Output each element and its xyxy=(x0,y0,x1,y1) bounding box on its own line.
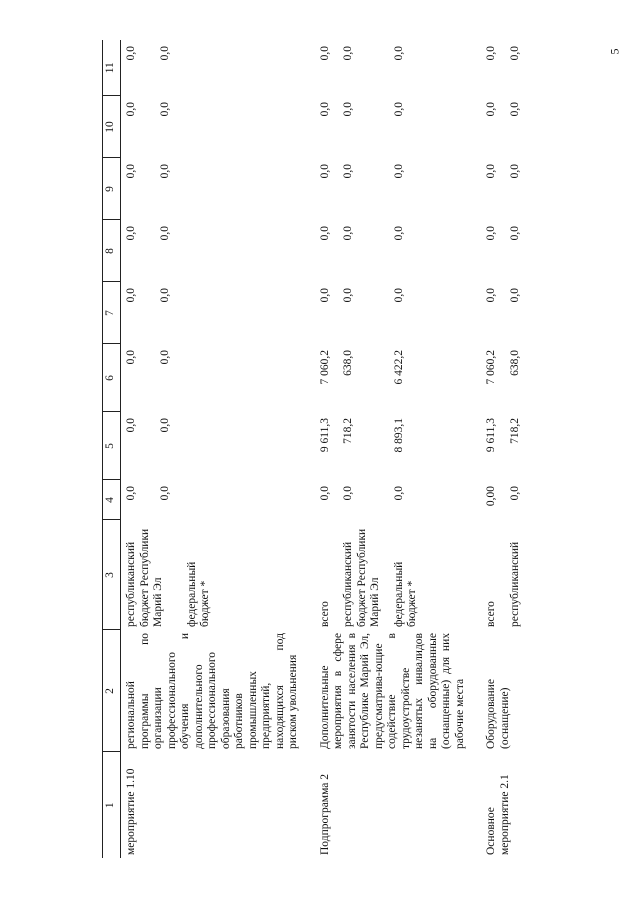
value: 0,0 xyxy=(318,226,331,241)
value: 0,0 xyxy=(342,226,354,241)
budget-table-sheet xyxy=(102,40,622,858)
value-cell xyxy=(121,96,315,158)
table-row xyxy=(121,40,315,858)
funding-source-cell xyxy=(121,520,315,630)
value: 0,0 xyxy=(485,102,497,117)
item-code: Основное мероприятие 2.1 xyxy=(485,774,511,855)
value: 0,0 xyxy=(508,288,521,303)
value: 0,0 xyxy=(392,226,405,241)
column-number: 10 xyxy=(103,96,121,158)
value-cell xyxy=(315,96,482,158)
value: 0,0 xyxy=(125,226,137,241)
value-cell xyxy=(121,480,315,520)
page-number: 5 xyxy=(607,48,622,55)
value: 0,0 xyxy=(342,288,354,303)
value: 638,0 xyxy=(342,350,354,376)
value-cell xyxy=(481,412,523,480)
value: 0,0 xyxy=(508,46,521,61)
value: 0,0 xyxy=(485,46,497,61)
funding-source-cell xyxy=(481,520,523,630)
value: 718,2 xyxy=(342,418,354,444)
value-cell xyxy=(121,344,315,412)
value: 0,0 xyxy=(318,102,331,117)
value: 0,0 xyxy=(158,46,171,61)
item-name: региональной программы по организации профессионального обучения и дополнительного профессионального образования работников промышленных предприятий, находящихся под риском увольнения xyxy=(125,633,299,749)
value: 0,0 xyxy=(158,486,171,501)
value: 0,0 xyxy=(508,486,521,501)
value-cell xyxy=(481,480,523,520)
column-number: 4 xyxy=(103,480,121,520)
value: 0,0 xyxy=(508,226,521,241)
value: 0,0 xyxy=(485,226,497,241)
funding-source: всего xyxy=(485,601,497,627)
value: 0,0 xyxy=(342,102,354,117)
value-cell xyxy=(121,282,315,344)
table-row xyxy=(315,40,482,858)
value: 0,0 xyxy=(508,164,521,179)
column-number: 3 xyxy=(103,520,121,630)
value-cell xyxy=(481,40,523,96)
value-cell xyxy=(315,158,482,220)
value: 0,0 xyxy=(158,350,171,365)
funding-source: республиканский бюджет Республики Марий Эл xyxy=(125,528,164,627)
value: 0,0 xyxy=(125,288,137,303)
value: 0,0 xyxy=(125,350,137,365)
column-number: 5 xyxy=(103,412,121,480)
value: 638,0 xyxy=(508,350,521,376)
value: 0,0 xyxy=(318,288,331,303)
value-cell xyxy=(481,344,523,412)
value: 0,0 xyxy=(125,164,137,179)
value: 0,0 xyxy=(158,288,171,303)
value: 8 893,1 xyxy=(392,418,405,453)
value-cell xyxy=(481,158,523,220)
item-name: Оборудование (оснащение) xyxy=(485,679,511,749)
value: 718,2 xyxy=(508,418,521,444)
value: 0,0 xyxy=(392,102,405,117)
column-number: 1 xyxy=(103,752,121,858)
value-cell xyxy=(121,158,315,220)
item-name: Дополнительные мероприятия в сфере занятости населения в Республике Марий Эл, предусматрива-ющие содействие в трудоустройстве незанятых инвалидов на оборудованные (оснащенные) для них рабочие места xyxy=(318,633,466,749)
value: 0,0 xyxy=(392,288,405,303)
value-cell xyxy=(481,96,523,158)
value: 0,0 xyxy=(125,102,137,117)
column-number-row xyxy=(103,40,121,858)
value-cell xyxy=(121,412,315,480)
funding-source: федеральный бюджет * xyxy=(392,561,418,627)
column-number: 9 xyxy=(103,158,121,220)
funding-source: республиканский xyxy=(508,541,521,627)
value: 0,0 xyxy=(158,226,171,241)
value-cell xyxy=(481,282,523,344)
value: 0,00 xyxy=(485,486,497,507)
value-cell xyxy=(315,480,482,520)
value-cell xyxy=(315,282,482,344)
value: 0,0 xyxy=(392,486,405,501)
value: 0,0 xyxy=(485,164,497,179)
value-cell xyxy=(315,412,482,480)
item-code: мероприятие 1.10 xyxy=(125,768,137,855)
column-number: 2 xyxy=(103,630,121,752)
funding-source: республиканский бюджет Республики Марий Эл xyxy=(342,528,381,627)
funding-source: федеральный бюджет * xyxy=(185,561,211,627)
value: 0,0 xyxy=(342,164,354,179)
value: 0,0 xyxy=(318,46,331,61)
value: 0,0 xyxy=(158,418,171,433)
value: 6 422,2 xyxy=(392,350,405,385)
value: 9 611,3 xyxy=(318,418,331,453)
column-number: 7 xyxy=(103,282,121,344)
value: 0,0 xyxy=(342,46,354,61)
value: 9 611,3 xyxy=(485,418,497,453)
funding-source-cell xyxy=(315,520,482,630)
value-cell xyxy=(315,220,482,282)
value: 0,0 xyxy=(342,486,354,501)
value: 0,0 xyxy=(125,46,137,61)
item-code: Подпрограмма 2 xyxy=(318,773,331,855)
column-number: 8 xyxy=(103,220,121,282)
value: 0,0 xyxy=(158,164,171,179)
value-cell xyxy=(121,220,315,282)
value: 0,0 xyxy=(392,164,405,179)
column-number: 6 xyxy=(103,344,121,412)
value: 7 060,2 xyxy=(485,350,497,385)
value-cell xyxy=(481,220,523,282)
value: 7 060,2 xyxy=(318,350,331,385)
value: 0,0 xyxy=(158,102,171,117)
value: 0,0 xyxy=(318,486,331,501)
value-cell xyxy=(315,344,482,412)
value-cell xyxy=(121,40,315,96)
value-cell xyxy=(315,40,482,96)
funding-source: всего xyxy=(318,601,331,627)
value: 0,0 xyxy=(125,418,137,433)
value: 0,0 xyxy=(125,486,137,501)
budget-table xyxy=(102,40,523,858)
column-number: 11 xyxy=(103,40,121,96)
value: 0,0 xyxy=(318,164,331,179)
value: 0,0 xyxy=(485,288,497,303)
value: 0,0 xyxy=(508,102,521,117)
value: 0,0 xyxy=(392,46,405,61)
table-row xyxy=(481,40,523,858)
